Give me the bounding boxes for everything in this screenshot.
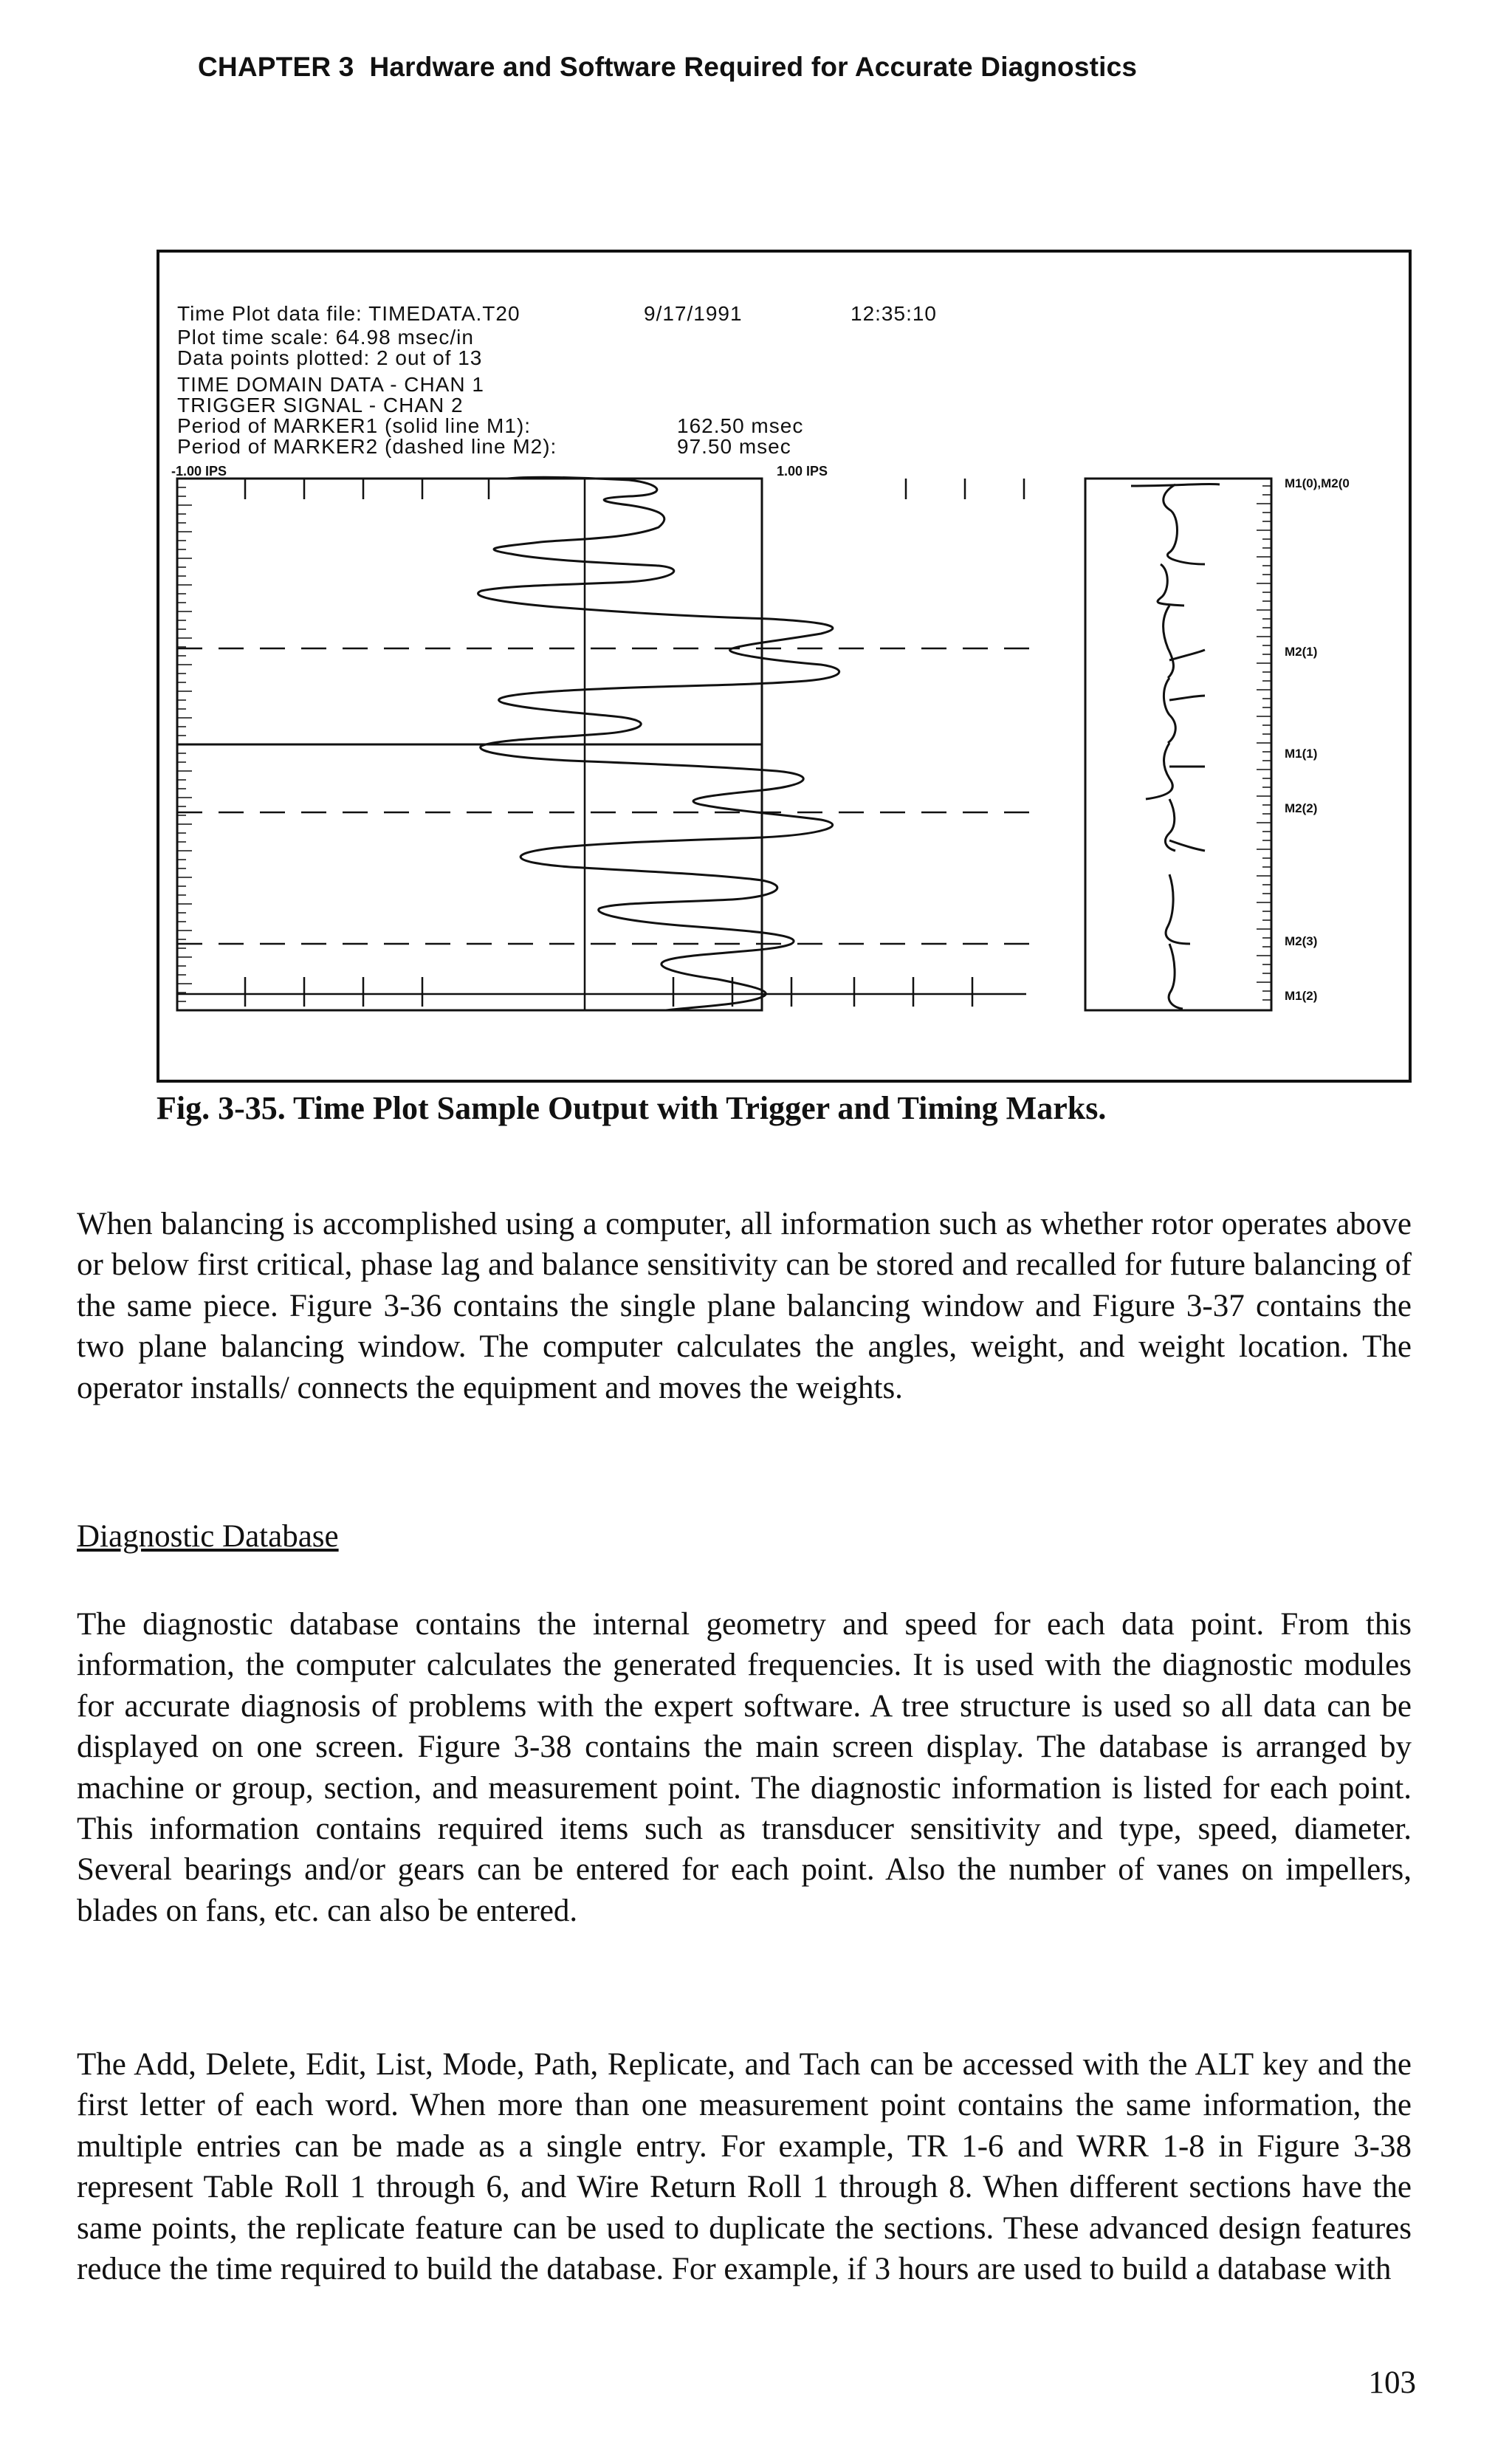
section-heading: Diagnostic Database [77, 1519, 339, 1554]
info-value-7: 97.50 msec [677, 435, 791, 458]
info-line-1: Time Plot data file: TIMEDATA.T20 [177, 302, 520, 325]
page-number: 103 [1368, 2365, 1416, 2400]
figure-caption: Fig. 3-35. Time Plot Sample Output with Trigger and Timing Marks. [157, 1090, 1107, 1126]
paragraph-database: The diagnostic database contains the internal geometry and speed for each data point. From this information, the computer calculates the generated frequencies. It is used with the diagnostic modules for accurate diagnosis of problems with the expert software. A tree structure is used so all data can be displayed on one screen. Figure 3-38 contains the main screen display. The database is arranged by machine or group, section, and measurement point. The diagnostic information is listed for each point. This information contains required items such as transducer sensitivity and type, speed, diameter. Several bearings and/or gears can be entered for each point. Also the number of vanes on impellers, blades on fans, etc. can also be entered. [77, 1607, 1412, 1928]
chapter-label: CHAPTER 3 [198, 52, 354, 82]
marker-plot [1085, 479, 1271, 1010]
paragraph-alt-keys: The Add, Delete, Edit, List, Mode, Path, Replicate, and Tach can be accessed with the ALT key and the first letter of each word. When more than one measurement point contains the same information, the multiple entries can be made as a single entry. For example, TR 1-6 and WRR 1-8 in Figure 3-38 represent Table Roll 1 through 6, and Wire Return Roll 1 through 8. When different sections have the same points, the replicate feature can be used to duplicate the sections. These advanced design features reduce the time required to build the database. For example, if 3 hours are used to build a database with [77, 2047, 1412, 2287]
info-line-6: Period of MARKER1 (solid line M1): [177, 414, 532, 437]
info-line-2: Plot time scale: 64.98 msec/in [177, 326, 474, 349]
marker-label-5: M2(3) [1285, 934, 1318, 948]
info-date: 9/17/1991 [644, 302, 743, 325]
marker-label-2: M2(1) [1285, 645, 1318, 659]
info-line-4: TIME DOMAIN DATA - CHAN 1 [177, 373, 484, 396]
paragraph-balancing: When balancing is accomplished using a computer, all information such as whether rotor operates above or below first critical, phase lag and balance sensitivity can be stored and recalled for future balancing of the same piece. Figure 3-36 contains the single plane balancing window and Figure 3-37 contains the two plane balancing window. The computer calculates the angles, weight, and weight location. The operator installs/ connects the equipment and moves the weights. [77, 1207, 1412, 1405]
info-line-7: Period of MARKER2 (dashed line M2): [177, 435, 557, 458]
info-time: 12:35:10 [850, 302, 937, 325]
info-line-5: TRIGGER SIGNAL - CHAN 2 [177, 394, 464, 417]
marker-label-4: M2(2) [1285, 801, 1318, 815]
info-value-6: 162.50 msec [677, 414, 804, 437]
marker-label-1: M1(0),M2(0 [1285, 476, 1350, 490]
chapter-title: Hardware and Software Required for Accurate Diagnostics [369, 52, 1138, 82]
marker-label-3: M1(1) [1285, 747, 1318, 761]
running-header [198, 52, 1453, 83]
time-plot-figure [157, 250, 1412, 1084]
marker-label-6: M1(2) [1285, 989, 1318, 1003]
main-plot [177, 477, 1042, 1010]
axis-min-label: -1.00 IPS [171, 464, 227, 479]
info-line-3: Data points plotted: 2 out of 13 [177, 346, 483, 369]
axis-max-label: 1.00 IPS [777, 464, 828, 479]
